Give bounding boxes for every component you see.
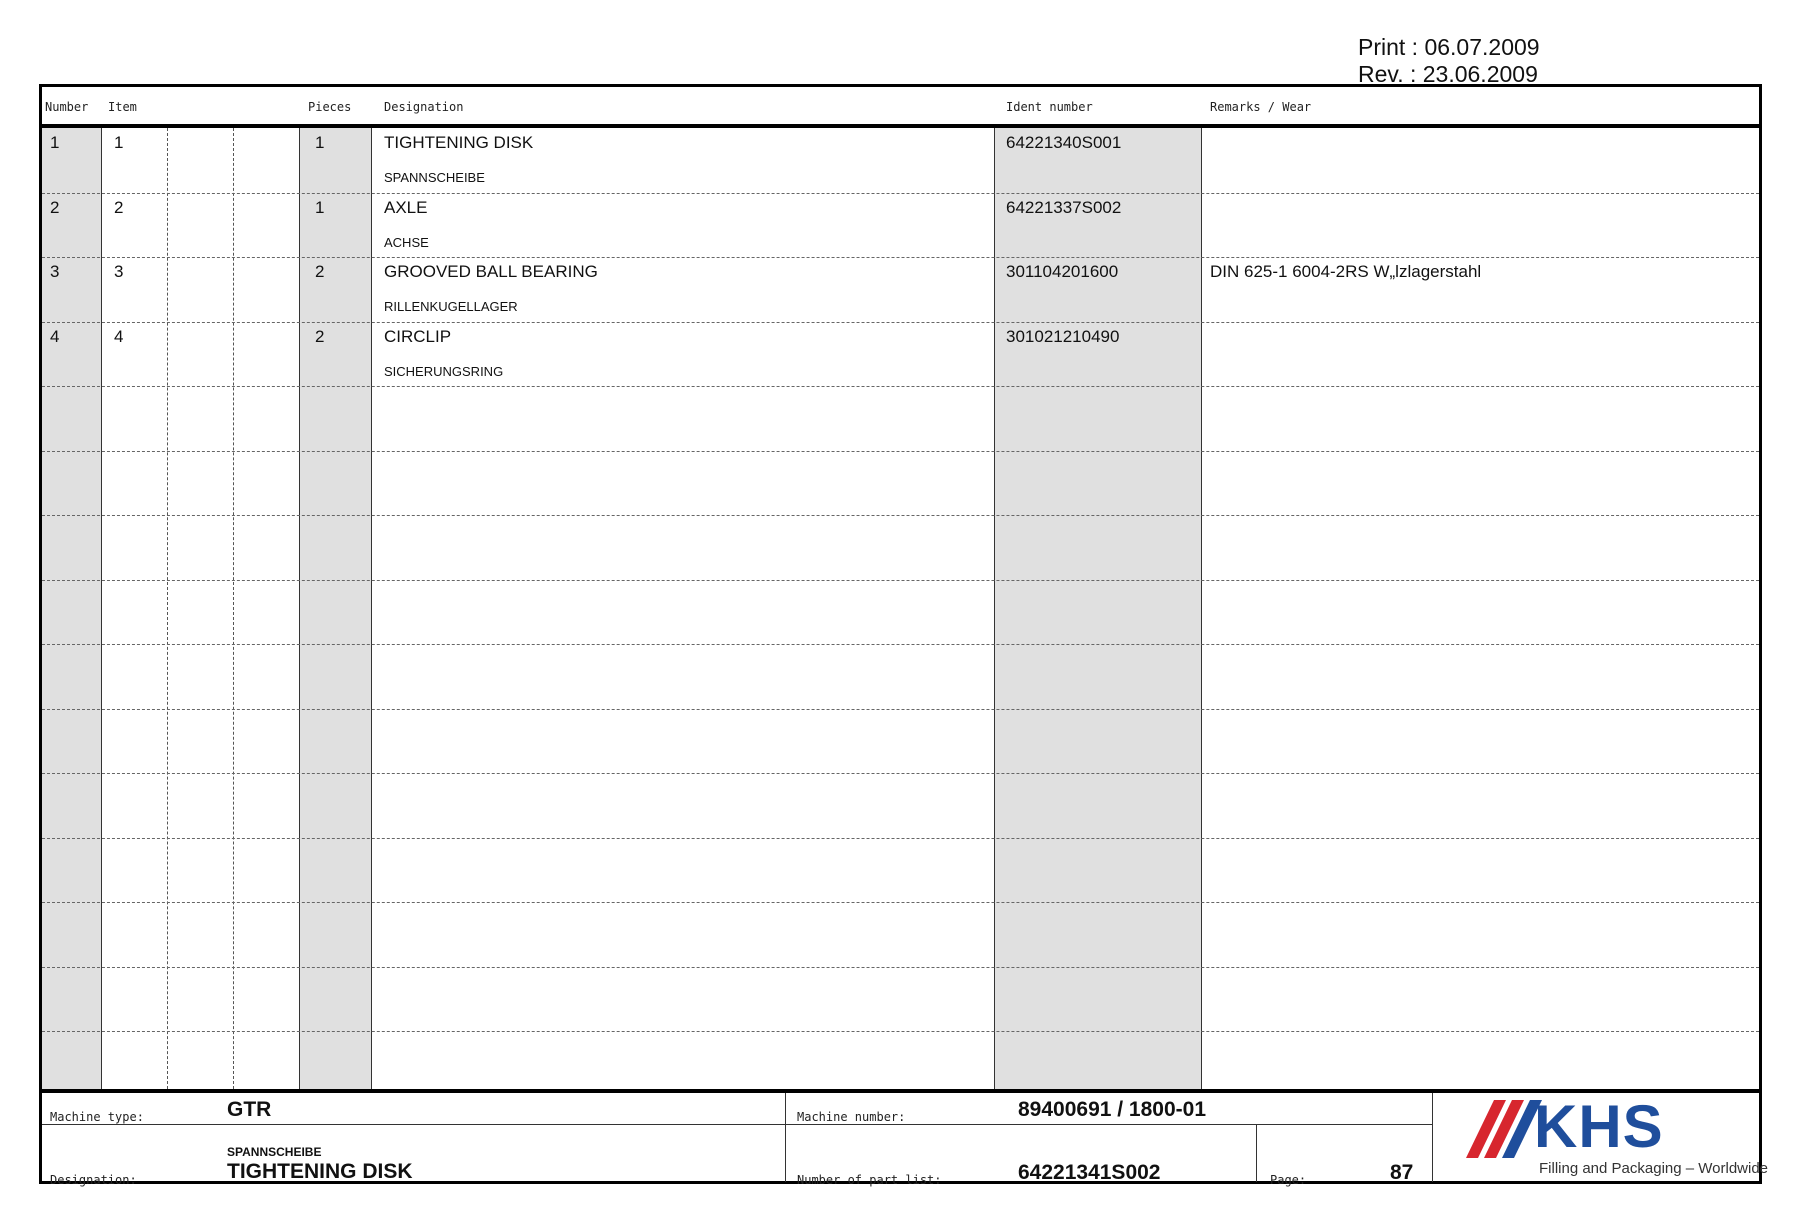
row-separator-line	[42, 580, 1759, 581]
cell-ident-number: 301021210490	[1006, 326, 1120, 346]
footer-separator	[1432, 1093, 1433, 1182]
revision-date: Rev. : 23.06.2009	[1358, 61, 1538, 87]
column-separator-dashed	[167, 128, 168, 1089]
header-pieces: Pieces	[308, 100, 352, 114]
cell-designation-german: ACHSE	[384, 234, 429, 250]
row-separator-line	[42, 967, 1759, 968]
column-separator-dashed	[233, 128, 234, 1089]
cell-designation: CIRCLIP	[384, 326, 452, 346]
row-separator-line	[42, 644, 1759, 645]
row-separator-line	[42, 322, 1759, 323]
header-number: Number	[45, 100, 89, 114]
row-separator-line	[42, 902, 1759, 903]
footer-separator	[1256, 1124, 1257, 1182]
page-label: Page:	[1270, 1173, 1307, 1187]
footer-row-divider	[42, 1124, 1432, 1125]
cell-number: 2	[50, 197, 60, 217]
row-separator-line	[42, 451, 1759, 452]
row-separator-line	[42, 515, 1759, 516]
header-item: Item	[108, 100, 137, 114]
print-info	[1358, 34, 1540, 88]
khs-logo	[1462, 1093, 1769, 1180]
row-separator-line	[42, 1031, 1759, 1032]
header-ident-number: Ident number	[1006, 100, 1093, 114]
machine-number-label: Machine number:	[797, 1110, 906, 1124]
designation-german-value: SPANNSCHEIBE	[227, 1145, 322, 1159]
cell-ident-number: 64221340S001	[1006, 133, 1122, 152]
row-separator-line	[42, 838, 1759, 839]
footer-separator	[785, 1093, 786, 1182]
logo-tagline: Filling and Packaging – Worldwide	[1539, 1160, 1769, 1177]
row-separator-line	[42, 773, 1759, 774]
cell-pieces: 1	[315, 133, 325, 152]
cell-designation-german: SPANNSCHEIBE	[384, 170, 485, 185]
cell-ident-number: 301104201600	[1006, 262, 1119, 281]
page-number-value: 87	[1390, 1161, 1414, 1184]
header-remarks: Remarks / Wear	[1210, 100, 1312, 114]
row-separator-line	[42, 709, 1759, 710]
column-separator	[994, 128, 995, 1089]
cell-pieces: 2	[315, 326, 325, 346]
cell-number: 1	[50, 133, 60, 152]
cell-pieces: 1	[315, 197, 325, 217]
column-separator	[371, 128, 372, 1089]
machine-type-value: GTR	[227, 1098, 272, 1121]
column-separator	[101, 128, 102, 1089]
row-separator-line	[42, 386, 1759, 387]
row-separator-line	[42, 193, 1759, 194]
designation-value: TIGHTENING DISK	[227, 1160, 413, 1183]
cell-item: 4	[114, 326, 124, 346]
cell-number: 3	[50, 262, 60, 281]
designation-label: Designation:	[50, 1173, 137, 1187]
header-divider	[39, 124, 1762, 128]
part-list-label: Number of part list:	[797, 1173, 942, 1187]
cell-designation: TIGHTENING DISK	[384, 133, 534, 152]
cell-pieces: 2	[315, 262, 325, 281]
cell-item: 2	[114, 197, 124, 217]
cell-remarks: DIN 625-1 6004-2RS W„lzlagerstahl	[1210, 262, 1482, 281]
cell-designation: AXLE	[384, 197, 428, 217]
column-separator	[1201, 128, 1202, 1089]
cell-ident-number: 64221337S002	[1006, 197, 1122, 217]
part-list-value: 64221341S002	[1018, 1161, 1161, 1184]
parts-list-frame	[39, 84, 1762, 1184]
row-separator-line	[42, 257, 1759, 258]
print-date: Print : 06.07.2009	[1358, 34, 1540, 60]
logo-wordmark: KHS	[1534, 1093, 1664, 1160]
header-designation: Designation	[384, 100, 464, 114]
footer-divider	[39, 1089, 1762, 1093]
machine-number-value: 89400691 / 1800-01	[1018, 1098, 1207, 1121]
column-separator	[299, 128, 300, 1089]
machine-type-label: Machine type:	[50, 1110, 144, 1124]
cell-designation-german: RILLENKUGELLAGER	[384, 299, 518, 314]
cell-designation-german: SICHERUNGSRING	[384, 363, 504, 379]
cell-item: 1	[114, 133, 124, 152]
cell-item: 3	[114, 262, 124, 281]
cell-number: 4	[50, 326, 60, 346]
cell-designation: GROOVED BALL BEARING	[384, 262, 598, 281]
